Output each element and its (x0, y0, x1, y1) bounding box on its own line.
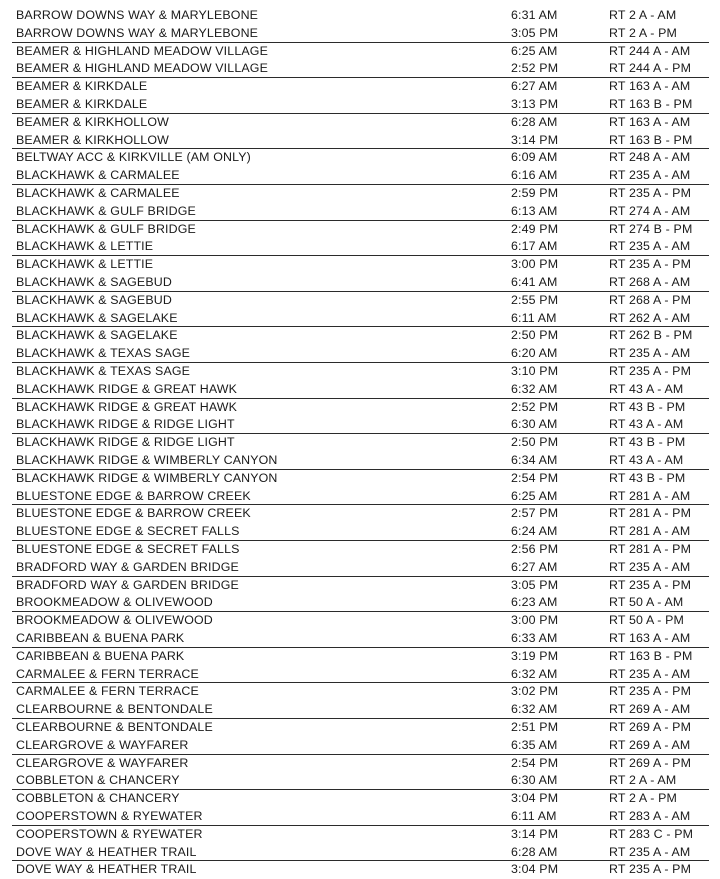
table-row (12, 826, 709, 844)
route-cell: RT 274 A - AM (609, 203, 691, 218)
table-row (12, 7, 709, 25)
table-row (12, 114, 709, 132)
stop-name-cell: CARIBBEAN & BUENA PARK (16, 648, 185, 663)
time-cell: 6:35 AM (511, 737, 558, 752)
route-cell: RT 43 B - PM (609, 435, 686, 450)
route-cell: RT 163 B - PM (609, 96, 693, 111)
stop-name-cell: BEAMER & KIRKHOLLOW (16, 132, 169, 147)
time-cell: 6:25 AM (511, 488, 558, 503)
stop-name-cell: BLACKHAWK & SAGELAKE (16, 328, 178, 343)
stop-name-cell: CARMALEE & FERN TERRACE (16, 666, 199, 681)
table-row (12, 523, 709, 541)
route-cell: RT 50 A - PM (609, 613, 685, 628)
table-row (12, 559, 709, 577)
time-cell: 6:11 AM (511, 808, 557, 823)
time-cell: 3:10 PM (511, 364, 559, 378)
stop-name-cell: BEAMER & HIGHLAND MEADOW VILLAGE (16, 61, 268, 76)
time-cell: 3:14 PM (511, 826, 559, 841)
table-row (12, 594, 709, 612)
table-row (12, 185, 709, 203)
time-cell: 3:00 PM (511, 257, 559, 272)
route-cell: RT 244 A - PM (609, 61, 692, 76)
table-row (12, 416, 709, 434)
stop-name-cell: BLACKHAWK & LETTIE (16, 239, 154, 254)
route-cell: RT 163 A - AM (609, 114, 691, 129)
route-cell: RT 262 A - AM (609, 310, 691, 325)
table-row-group (12, 221, 709, 257)
stop-name-cell: COBBLETON & CHANCERY (16, 791, 180, 806)
table-row-group (12, 185, 709, 221)
route-cell: RT 235 A - AM (609, 559, 691, 574)
time-cell: 3:04 PM (511, 862, 559, 877)
table-row (12, 701, 709, 719)
time-cell: 2:50 PM (511, 435, 559, 450)
time-cell: 2:51 PM (511, 720, 559, 734)
route-cell: RT 281 A - PM (609, 506, 692, 521)
route-cell: RT 235 A - PM (609, 684, 692, 699)
table-row-group (12, 470, 709, 506)
time-cell: 6:32 AM (511, 666, 558, 681)
table-row (12, 577, 709, 595)
route-cell: RT 248 A - AM (609, 150, 691, 165)
time-cell: 2:54 PM (511, 470, 559, 485)
table-row-group (12, 790, 709, 826)
stop-name-cell: COBBLETON & CHANCERY (16, 773, 180, 788)
table-row (12, 541, 709, 559)
route-cell: RT 2 A - AM (609, 8, 677, 22)
table-row (12, 755, 709, 773)
route-cell: RT 235 A - PM (609, 862, 692, 877)
time-cell: 3:05 PM (511, 25, 559, 40)
stop-name-cell: BLUESTONE EDGE & SECRET FALLS (16, 524, 240, 539)
table-row (12, 648, 709, 666)
table-row (12, 719, 709, 737)
time-cell: 6:13 AM (511, 203, 558, 218)
stop-name-cell: BROOKMEADOW & OLIVEWOOD (16, 595, 213, 610)
time-cell: 6:20 AM (511, 346, 558, 361)
table-row (12, 60, 709, 78)
time-cell: 2:50 PM (511, 328, 559, 343)
stop-name-cell: BLACKHAWK & CARMALEE (16, 168, 180, 183)
table-row (12, 221, 709, 239)
table-row (12, 256, 709, 274)
time-cell: 6:41 AM (511, 274, 558, 289)
table-row-group (12, 861, 709, 879)
route-cell: RT 43 A - AM (609, 381, 684, 396)
route-cell: RT 244 A - AM (609, 43, 691, 58)
route-cell: RT 235 A - AM (609, 346, 691, 361)
stop-name-cell: BLACKHAWK & CARMALEE (16, 186, 180, 200)
table-row (12, 399, 709, 417)
table-row (12, 310, 709, 328)
time-cell: 2:56 PM (511, 542, 559, 556)
table-row-group (12, 292, 709, 328)
route-cell: RT 235 A - AM (609, 844, 691, 859)
time-cell: 2:49 PM (511, 221, 559, 236)
route-cell: RT 235 A - PM (609, 577, 692, 592)
stop-name-cell: BLACKHAWK & SAGEBUD (16, 292, 172, 307)
table-row (12, 808, 709, 826)
time-cell: 6:25 AM (511, 43, 558, 58)
stop-name-cell: CLEARBOURNE & BENTONDALE (16, 720, 213, 734)
time-cell: 6:24 AM (511, 524, 558, 539)
route-cell: RT 2 A - PM (609, 791, 677, 806)
table-row (12, 327, 709, 345)
route-cell: RT 163 A - AM (609, 79, 691, 94)
stop-name-cell: CARIBBEAN & BUENA PARK (16, 630, 185, 645)
route-cell: RT 281 A - AM (609, 524, 691, 539)
table-row-group (12, 826, 709, 862)
table-row (12, 43, 709, 61)
route-cell: RT 235 A - PM (609, 186, 692, 200)
time-cell: 6:11 AM (511, 310, 557, 325)
stop-name-cell: CARMALEE & FERN TERRACE (16, 684, 199, 699)
table-row-group (12, 43, 709, 79)
route-cell: RT 163 A - AM (609, 630, 691, 645)
table-row (12, 345, 709, 363)
time-cell: 6:34 AM (511, 452, 558, 467)
route-cell: RT 50 A - AM (609, 595, 684, 610)
stop-name-cell: CLEARGROVE & WAYFARER (16, 755, 189, 770)
time-cell: 6:32 AM (511, 381, 558, 396)
stop-name-cell: BLACKHAWK & GULF BRIDGE (16, 203, 196, 218)
table-row-group (12, 256, 709, 292)
table-row (12, 78, 709, 96)
table-row (12, 381, 709, 399)
time-cell: 2:55 PM (511, 292, 559, 307)
route-cell: RT 163 B - PM (609, 648, 693, 663)
table-row-group (12, 577, 709, 613)
table-row (12, 167, 709, 185)
table-row-group (12, 505, 709, 541)
table-row (12, 363, 709, 381)
route-cell: RT 283 C - PM (609, 826, 694, 841)
route-cell: RT 43 A - AM (609, 417, 684, 432)
stop-name-cell: BLACKHAWK & LETTIE (16, 257, 154, 272)
time-cell: 6:28 AM (511, 114, 558, 129)
stop-name-cell: BROOKMEADOW & OLIVEWOOD (16, 613, 213, 628)
table-row-group (12, 648, 709, 684)
table-row (12, 25, 709, 43)
table-row-group (12, 78, 709, 114)
table-row (12, 203, 709, 221)
stop-name-cell: BLACKHAWK RIDGE & RIDGE LIGHT (16, 435, 235, 450)
table-row (12, 630, 709, 648)
table-row (12, 238, 709, 256)
stop-name-cell: CLEARBOURNE & BENTONDALE (16, 702, 213, 717)
table-row-group (12, 719, 709, 755)
time-cell: 2:52 PM (511, 399, 559, 414)
time-cell: 6:32 AM (511, 702, 558, 717)
time-cell: 6:30 AM (511, 773, 558, 788)
route-cell: RT 235 A - PM (609, 364, 692, 378)
route-cell: RT 2 A - PM (609, 25, 677, 40)
route-cell: RT 43 B - PM (609, 399, 686, 414)
table-row (12, 149, 709, 167)
time-cell: 2:54 PM (511, 755, 559, 770)
stop-name-cell: BLACKHAWK RIDGE & GREAT HAWK (16, 381, 238, 396)
table-row (12, 452, 709, 470)
route-cell: RT 283 A - AM (609, 808, 691, 823)
time-cell: 6:17 AM (511, 239, 558, 254)
stop-name-cell: BLACKHAWK RIDGE & WIMBERLY CANYON (16, 452, 278, 467)
stop-name-cell: DOVE WAY & HEATHER TRAIL (16, 844, 197, 859)
stop-name-cell: BARROW DOWNS WAY & MARYLEBONE (16, 8, 259, 22)
table-row-group (12, 363, 709, 399)
route-cell: RT 235 A - AM (609, 168, 691, 183)
route-cell: RT 235 A - AM (609, 666, 691, 681)
table-row (12, 132, 709, 150)
stop-name-cell: BEAMER & KIRKDALE (16, 96, 148, 111)
stop-name-cell: BELTWAY ACC & KIRKVILLE (AM ONLY) (16, 150, 251, 165)
time-cell: 6:30 AM (511, 417, 558, 432)
stop-name-cell: BLACKHAWK & SAGEBUD (16, 274, 172, 289)
table-row (12, 470, 709, 488)
time-cell: 6:31 AM (511, 8, 558, 22)
time-cell: 3:04 PM (511, 791, 559, 806)
time-cell: 2:59 PM (511, 186, 559, 200)
time-cell: 6:09 AM (511, 150, 558, 165)
stop-name-cell: BLUESTONE EDGE & BARROW CREEK (16, 488, 251, 503)
route-cell: RT 269 A - PM (609, 720, 692, 734)
table-row (12, 844, 709, 862)
table-row (12, 274, 709, 292)
table-row-group (12, 149, 709, 185)
table-row-group (12, 399, 709, 435)
table-row (12, 488, 709, 506)
stop-name-cell: COOPERSTOWN & RYEWATER (16, 826, 203, 841)
table-row (12, 737, 709, 755)
stop-name-cell: BEAMER & HIGHLAND MEADOW VILLAGE (16, 43, 268, 58)
time-cell: 6:23 AM (511, 595, 558, 610)
time-cell: 6:28 AM (511, 844, 558, 859)
table-row-group (12, 327, 709, 363)
table-row-group (12, 541, 709, 577)
stop-name-cell: BEAMER & KIRKHOLLOW (16, 114, 169, 129)
table-row-group (12, 114, 709, 150)
time-cell: 6:27 AM (511, 559, 558, 574)
table-row (12, 666, 709, 684)
table-row (12, 772, 709, 790)
route-cell: RT 281 A - PM (609, 542, 692, 556)
stop-name-cell: BLACKHAWK & SAGELAKE (16, 310, 178, 325)
route-cell: RT 262 B - PM (609, 328, 693, 343)
table-row-group (12, 612, 709, 648)
table-row-group (12, 7, 709, 43)
route-cell: RT 163 B - PM (609, 132, 693, 147)
route-cell: RT 2 A - AM (609, 773, 677, 788)
route-cell: RT 269 A - PM (609, 755, 692, 770)
route-cell: RT 235 A - PM (609, 257, 692, 272)
table-row-group (12, 434, 709, 470)
table-row (12, 96, 709, 114)
stop-name-cell: BLUESTONE EDGE & SECRET FALLS (16, 542, 240, 556)
stop-name-cell: BLACKHAWK RIDGE & WIMBERLY CANYON (16, 470, 278, 485)
table-row (12, 790, 709, 808)
stop-name-cell: BRADFORD WAY & GARDEN BRIDGE (16, 559, 239, 574)
stop-name-cell: BLACKHAWK & GULF BRIDGE (16, 221, 196, 236)
stop-name-cell: BLACKHAWK & TEXAS SAGE (16, 346, 191, 361)
time-cell: 3:05 PM (511, 577, 559, 592)
stop-name-cell: BARROW DOWNS WAY & MARYLEBONE (16, 25, 259, 40)
time-cell: 6:16 AM (511, 168, 558, 183)
route-cell: RT 43 B - PM (609, 470, 686, 485)
table-row (12, 861, 709, 879)
route-cell: RT 43 A - AM (609, 452, 684, 467)
route-cell: RT 274 B - PM (609, 221, 693, 236)
stop-name-cell: BEAMER & KIRKDALE (16, 79, 148, 94)
table-row (12, 434, 709, 452)
table-row-group (12, 755, 709, 791)
stop-name-cell: BLACKHAWK & TEXAS SAGE (16, 364, 191, 378)
route-cell: RT 269 A - AM (609, 702, 691, 717)
route-cell: RT 269 A - AM (609, 737, 691, 752)
stop-name-cell: BRADFORD WAY & GARDEN BRIDGE (16, 577, 239, 592)
stop-name-cell: BLACKHAWK RIDGE & GREAT HAWK (16, 399, 238, 414)
time-cell: 6:27 AM (511, 79, 558, 94)
time-cell: 3:00 PM (511, 613, 559, 628)
time-cell: 3:19 PM (511, 648, 559, 663)
stop-name-cell: COOPERSTOWN & RYEWATER (16, 808, 203, 823)
route-cell: RT 268 A - PM (609, 292, 692, 307)
stop-name-cell: BLACKHAWK RIDGE & RIDGE LIGHT (16, 417, 235, 432)
stop-name-cell: CLEARGROVE & WAYFARER (16, 737, 189, 752)
time-cell: 6:33 AM (511, 630, 558, 645)
time-cell: 3:14 PM (511, 132, 559, 147)
stop-name-cell: BLUESTONE EDGE & BARROW CREEK (16, 506, 251, 521)
route-cell: RT 235 A - AM (609, 239, 691, 254)
table-row (12, 292, 709, 310)
time-cell: 3:02 PM (511, 684, 559, 699)
time-cell: 3:13 PM (511, 96, 559, 111)
table-row (12, 683, 709, 701)
time-cell: 2:52 PM (511, 61, 559, 76)
route-cell: RT 281 A - AM (609, 488, 691, 503)
stop-name-cell: DOVE WAY & HEATHER TRAIL (16, 862, 197, 877)
table-row-group (12, 683, 709, 719)
route-cell: RT 268 A - AM (609, 274, 691, 289)
table-row (12, 612, 709, 630)
table-row (12, 505, 709, 523)
time-cell: 2:57 PM (511, 506, 559, 521)
